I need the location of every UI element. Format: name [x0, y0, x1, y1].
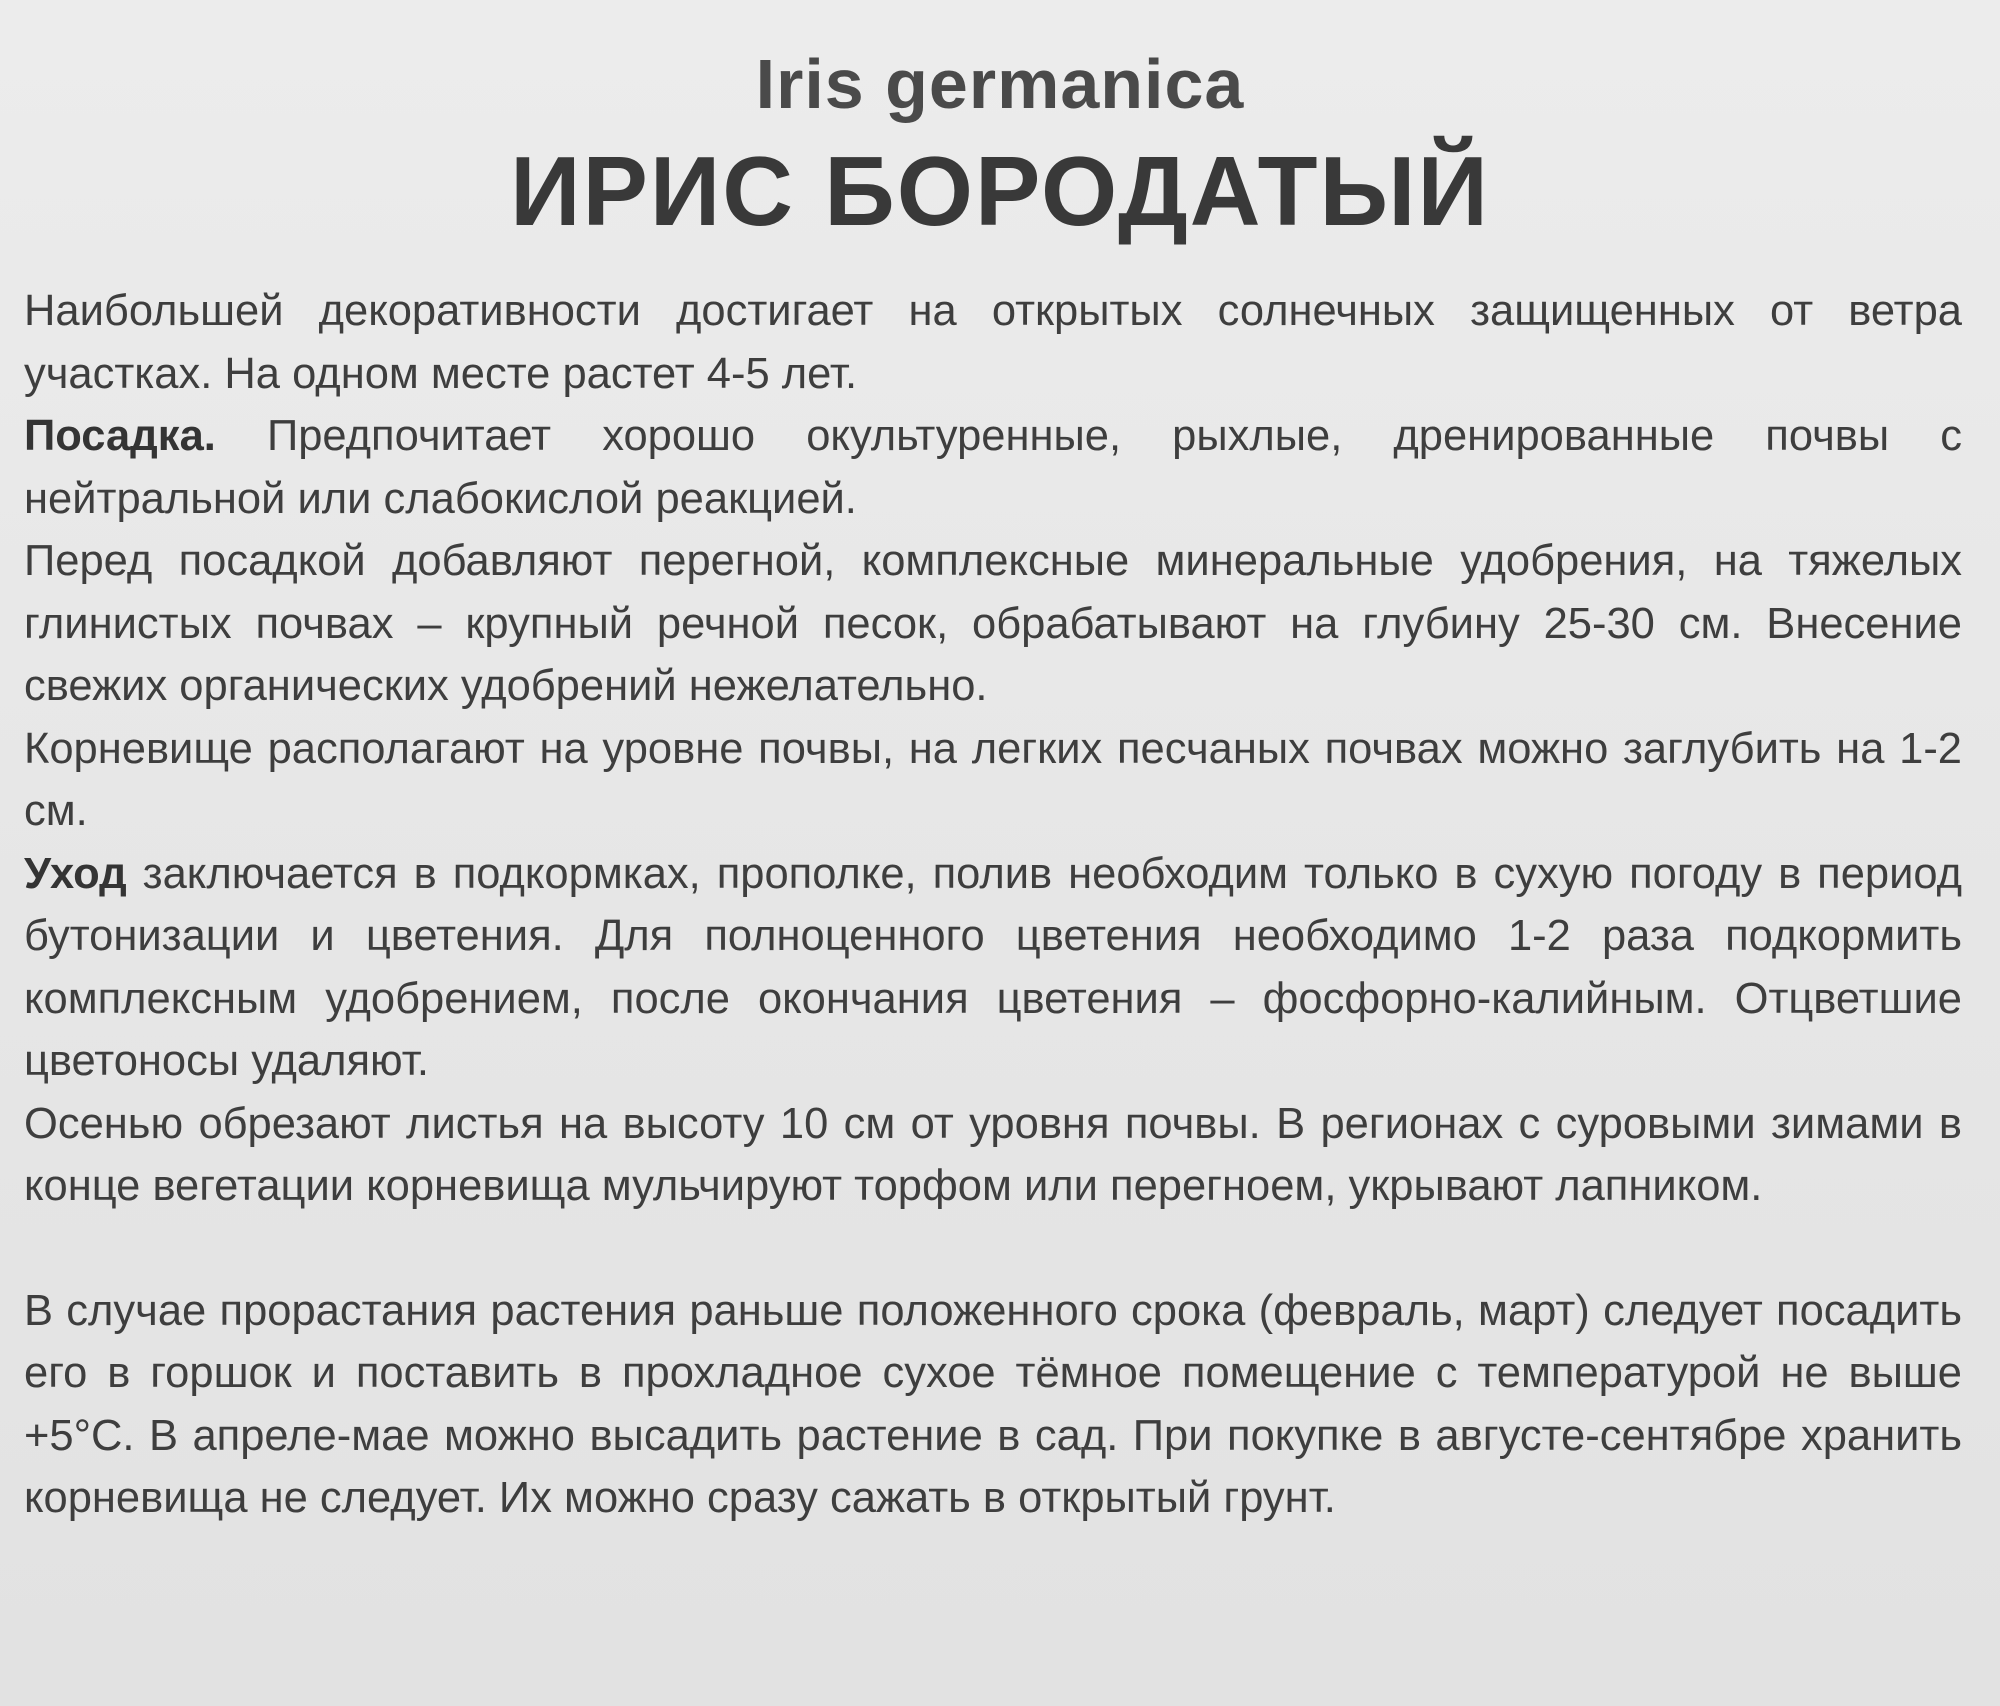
- paragraph-early-sprouting: [24, 1280, 1962, 1530]
- paragraph-text: Предпочитает хорошо окультуренные, рыхлые, дренированные почвы с нейтральной или слабокислой реакцией.: [24, 412, 1962, 523]
- page-title: ИРИС БОРОДАТЫЙ: [510, 136, 1490, 246]
- paragraph-lead: Уход: [24, 849, 127, 898]
- paragraph-text: Осенью обрезают листья на высоту 10 см от уровня почвы. В регионах с суровыми зимами в конце вегетации корневища мульчируют торфом или перегноем, укрывают лапником.: [24, 1099, 1962, 1210]
- body-text: [24, 280, 1962, 1530]
- paragraph-planting: [24, 405, 1962, 530]
- paragraph-care: [24, 843, 1962, 1093]
- latin-title: Iris germanica: [755, 45, 1245, 123]
- paragraph-rhizome-placement: [24, 718, 1962, 843]
- paragraph-text: В случае прорастания растения раньше положенного срока (февраль, март) следует посадить его в горшок и поставить в прохладное сухое тёмное помещение с температурой не выше +5°С. В апреле-мае можно высадить растение в сад. При покупке в августе-сентябре хранить корневища не следует. Их можно сразу сажать в открытый грунт.: [24, 1286, 1962, 1522]
- paragraph-text: Перед посадкой добавляют перегной, комплексные минеральные удобрения, на тяжелых глинистых почвах – крупный речной песок, обрабатывают на глубину 25-30 см. Внесение свежих органических удобрений нежелательно.: [24, 537, 1962, 710]
- paragraph-text: Наибольшей декоративности достигает на открытых солнечных защищенных от ветра участках. На одном месте растет 4-5 лет.: [24, 287, 1962, 398]
- paragraph-text: Корневище располагают на уровне почвы, на легких песчаных почвах можно заглубить на 1-2 см.: [24, 724, 1962, 835]
- paragraph-soil-preparation: [24, 530, 1962, 718]
- paragraph-text: заключается в подкормках, прополке, полив необходим только в сухую погоду в период бутонизации и цветения. Для полноценного цветения необходимо 1-2 раза подкормить комплексным удобрением, после окончания цветения – фосфорно-калийным. Отцветшие цветоносы удаляют.: [24, 849, 1962, 1085]
- paragraph-lead: Посадка.: [24, 412, 216, 460]
- paragraph-location: [24, 280, 1962, 405]
- paragraph-autumn: [24, 1093, 1962, 1218]
